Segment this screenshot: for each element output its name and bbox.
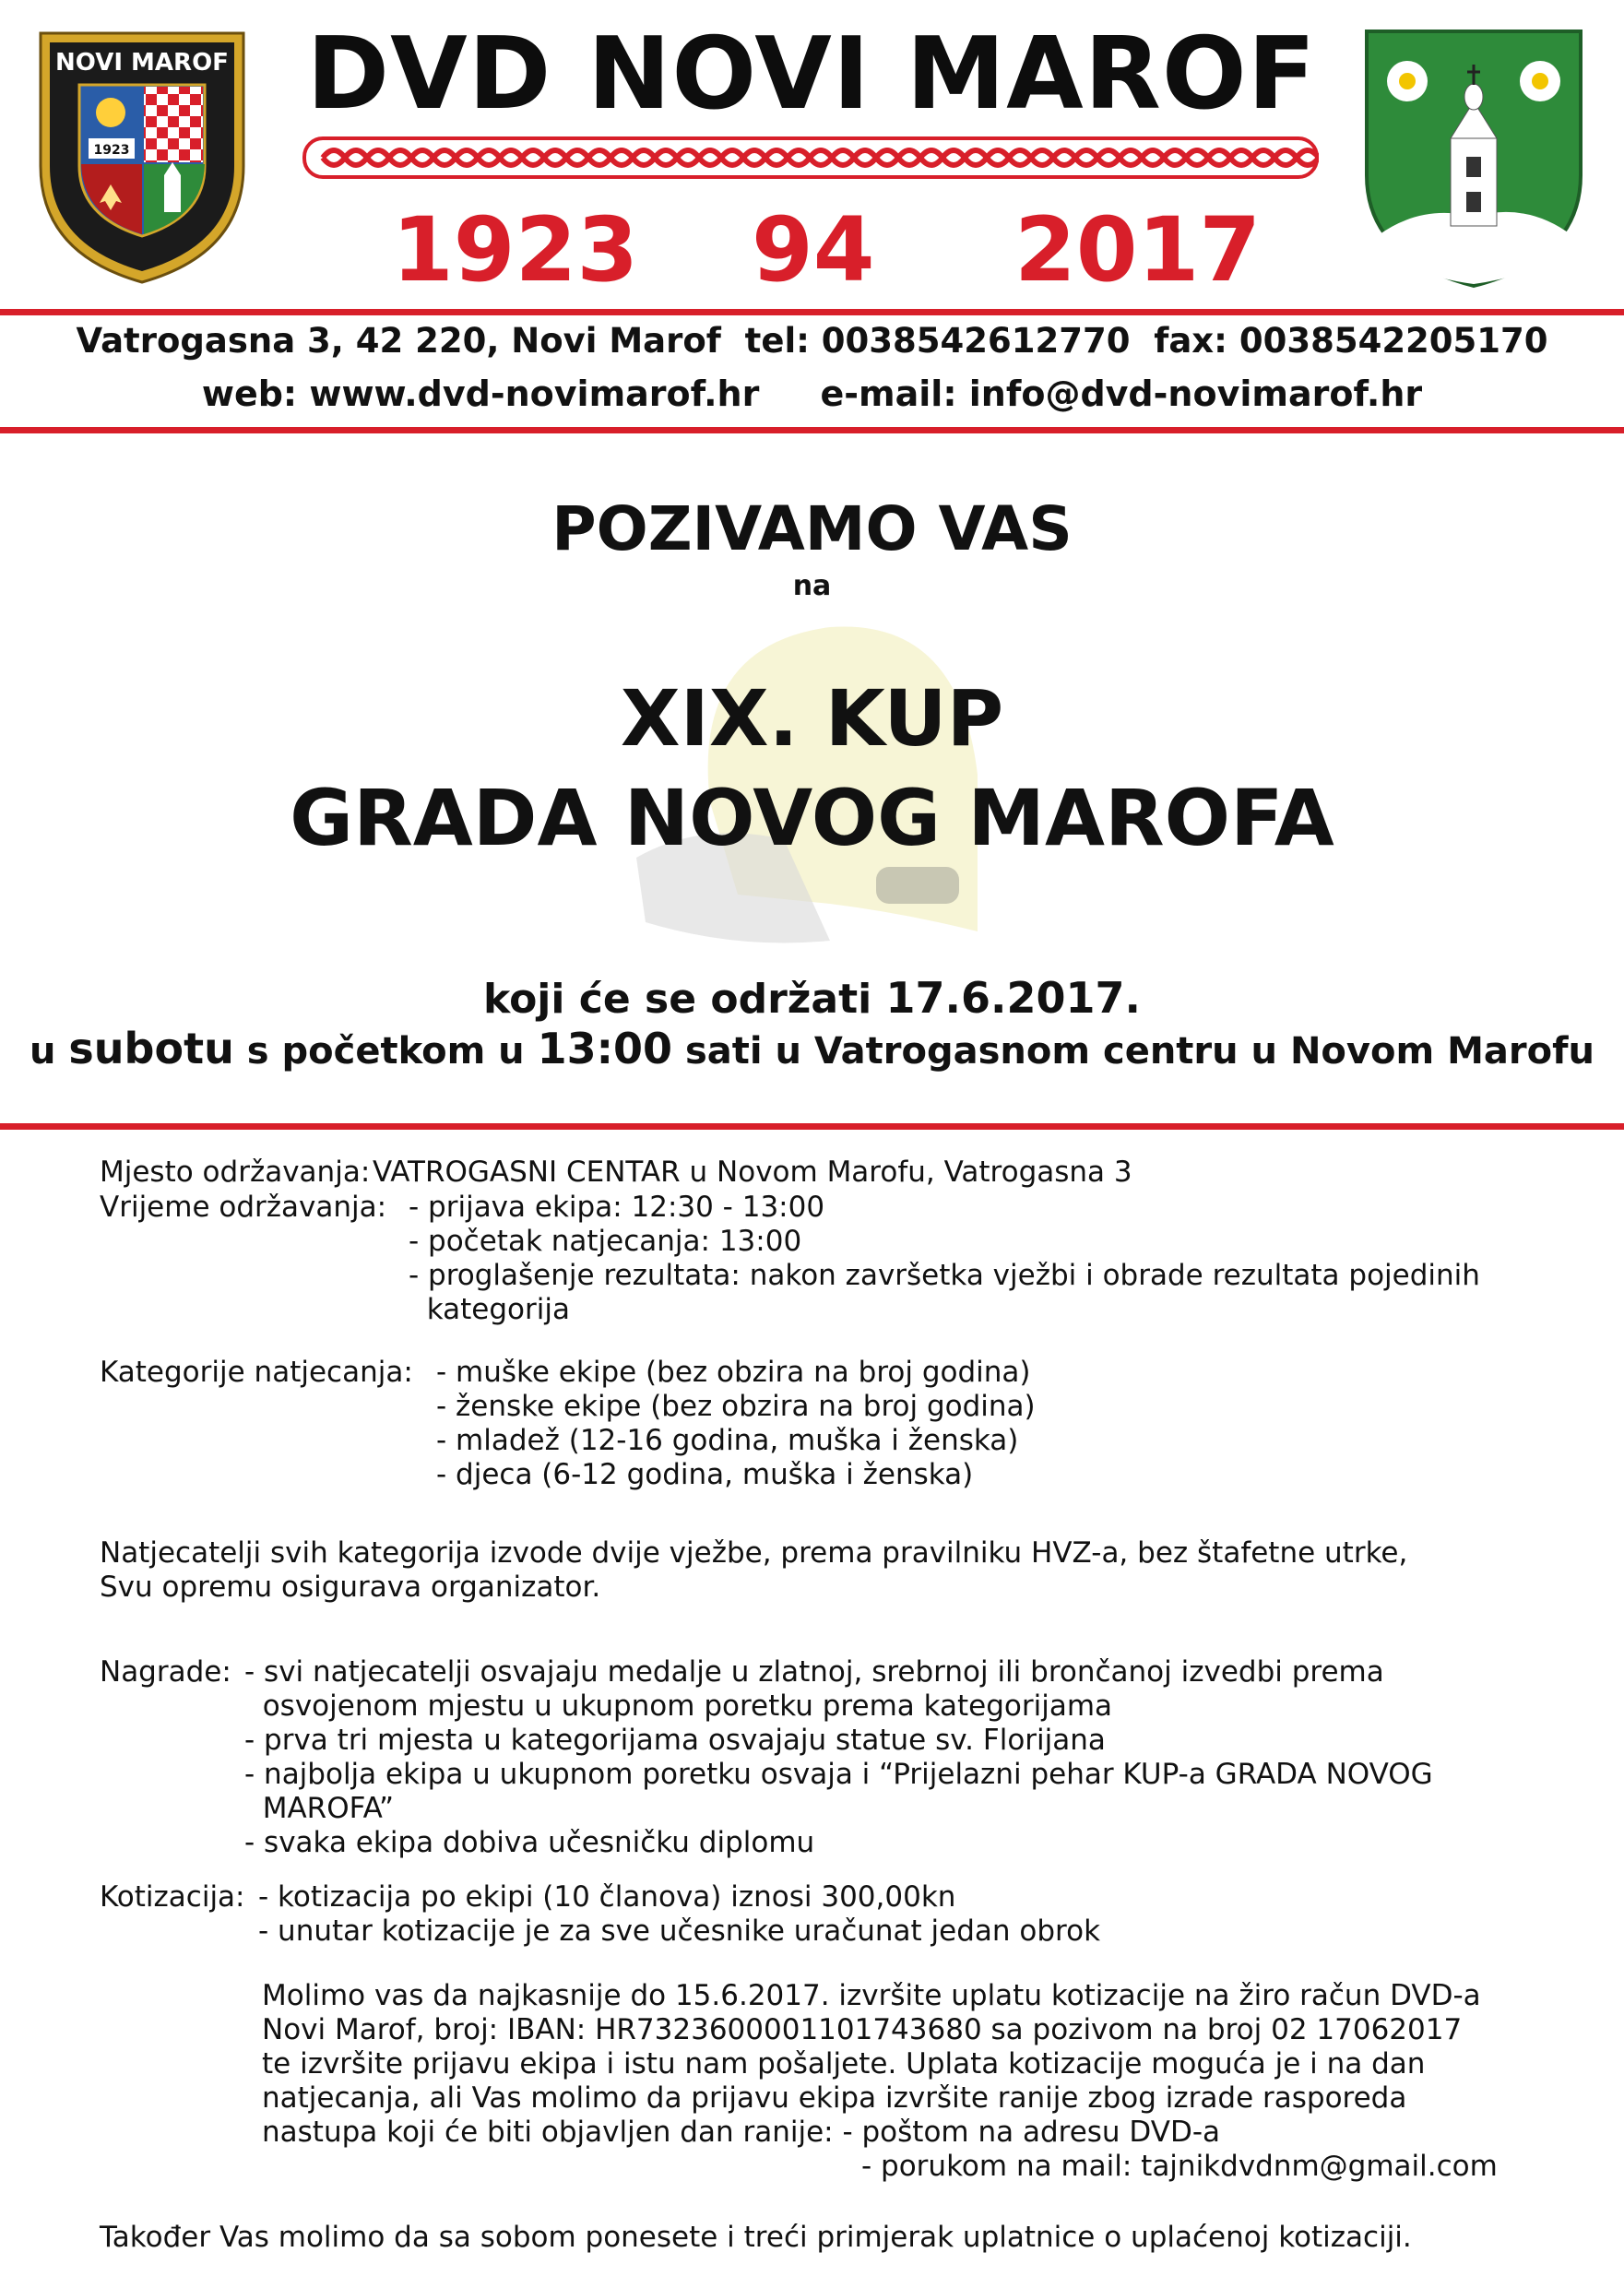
contact-line-web: web: www.dvd-novimarof.hr e-mail: info@dvd-novimarof.hr	[201, 373, 1423, 414]
fee-label: Kotizacija:	[100, 1880, 245, 1914]
town-coat-of-arms-logo	[1363, 28, 1584, 290]
award-item: MAROFA”	[244, 1792, 395, 1825]
place-label: Mjesto održavanja:	[100, 1156, 371, 1189]
awards-label: Nagrade:	[100, 1655, 231, 1689]
badge-year: 1923	[93, 143, 130, 158]
years-row	[304, 198, 1319, 300]
time-item: - prijava ekipa: 12:30 - 13:00	[409, 1191, 825, 1224]
event-day: subotu	[68, 1024, 234, 1073]
payment-text: nastupa koji će biti objavljen dan ranije: - poštom na adresu DVD-a	[262, 2116, 1221, 2149]
category-item: - djeca (6-12 godina, muška i ženska)	[436, 1458, 974, 1491]
divider-contact	[0, 427, 1624, 433]
categories-label: Kategorije natjecanja:	[100, 1356, 413, 1389]
braid-ornament	[302, 136, 1319, 179]
helmet-background-image	[627, 590, 996, 950]
event-time-line: u subotu s početkom u 13:00 sati u Vatrogasnom centru u Novom Marofu	[30, 1024, 1594, 1073]
award-item: - prva tri mjesta u kategorijama osvajaju statue sv. Florijana	[244, 1724, 1106, 1757]
flower-icon-right	[1520, 61, 1560, 101]
time-label: Vrijeme održavanja:	[100, 1191, 387, 1224]
category-item: - mladež (12-16 godina, muška i ženska)	[436, 1424, 1019, 1457]
founding-year: 1923	[392, 198, 639, 302]
payment-text: - porukom na mail: tajnikdvdnm@gmail.com	[861, 2150, 1498, 2183]
event-title-line1: XIX. KUP	[620, 673, 1004, 764]
time-item: kategorija	[409, 1293, 570, 1326]
current-year: 2017	[1014, 198, 1262, 302]
fee-item: - unutar kotizacije je za sve učesnike uračunat jedan obrok	[258, 1915, 1101, 1948]
event-date: 17.6.2017.	[885, 973, 1142, 1023]
anniversary-number: 94	[752, 198, 875, 302]
exercise-text: Svu opremu osigurava organizator.	[100, 1571, 601, 1604]
fee-item: - kotizacija po ekipi (10 članova) iznosi 300,00kn	[258, 1880, 956, 1914]
divider-middle	[0, 1123, 1624, 1130]
badge-top-text: NOVI MAROF	[55, 49, 229, 77]
event-time: 13:00	[537, 1024, 673, 1073]
contact-line-address: Vatrogasna 3, 42 220, Novi Marof tel: 0038542612770 fax: 0038542205170	[76, 321, 1548, 361]
payment-text: te izvršite prijavu ekipa i istu nam pošaljete. Uplata kotizacije moguća je i na dan	[262, 2047, 1426, 2081]
category-item: - muške ekipe (bez obzira na broj godina)	[436, 1356, 1031, 1389]
event-date-line: koji će se održati 17.6.2017.	[482, 973, 1142, 1023]
closing-text: Također Vas molimo da sa sobom ponesete i treći primjerak uplatnice o uplaćenoj kotizaciji.	[100, 2221, 1412, 2254]
time-item: - početak natjecanja: 13:00	[409, 1225, 802, 1258]
invitation-na: na	[792, 570, 832, 602]
flower-icon-left	[1387, 61, 1428, 101]
payment-text: Novi Marof, broj: IBAN: HR7323600001101743680 sa pozivom na broj 02 17062017	[262, 2013, 1463, 2046]
exercise-text: Natjecatelji svih kategorija izvode dvije vježbe, prema pravilniku HVZ-a, bez štafetne utrke,	[100, 1536, 1408, 1570]
award-item: - svi natjecatelji osvajaju medalje u zlatnoj, srebrnoj ili brončanoj izvedbi prema	[244, 1655, 1384, 1689]
fire-brigade-badge-logo	[35, 28, 249, 286]
category-item: - ženske ekipe (bez obzira na broj godina)	[436, 1390, 1036, 1423]
payment-text: natjecanja, ali Vas molimo da prijavu ekipa izvršite ranije zbog izrade rasporeda	[262, 2081, 1407, 2115]
award-item: osvojenom mjestu u ukupnom poretku prema kategorijama	[244, 1689, 1113, 1723]
invitation-heading: POZIVAMO VAS	[551, 493, 1073, 564]
payment-text: Molimo vas da najkasnije do 15.6.2017. izvršite uplatu kotizacije na žiro račun DVD-a	[262, 1979, 1481, 2012]
divider-top	[0, 309, 1624, 315]
time-item: - proglašenje rezultata: nakon završetka vježbi i obrade rezultata pojedinih	[409, 1259, 1480, 1292]
event-title-line2: GRADA NOVOG MAROFA	[290, 773, 1334, 863]
award-item: - najbolja ekipa u ukupnom poretku osvaja i “Prijelazni pehar KUP-a GRADA NOVOG	[244, 1758, 1433, 1791]
org-title: DVD NOVI MAROF	[306, 17, 1317, 132]
award-item: - svaka ekipa dobiva učesničku diplomu	[244, 1826, 815, 1859]
place-value: VATROGASNI CENTAR u Novom Marofu, Vatrogasna 3	[373, 1156, 1132, 1189]
